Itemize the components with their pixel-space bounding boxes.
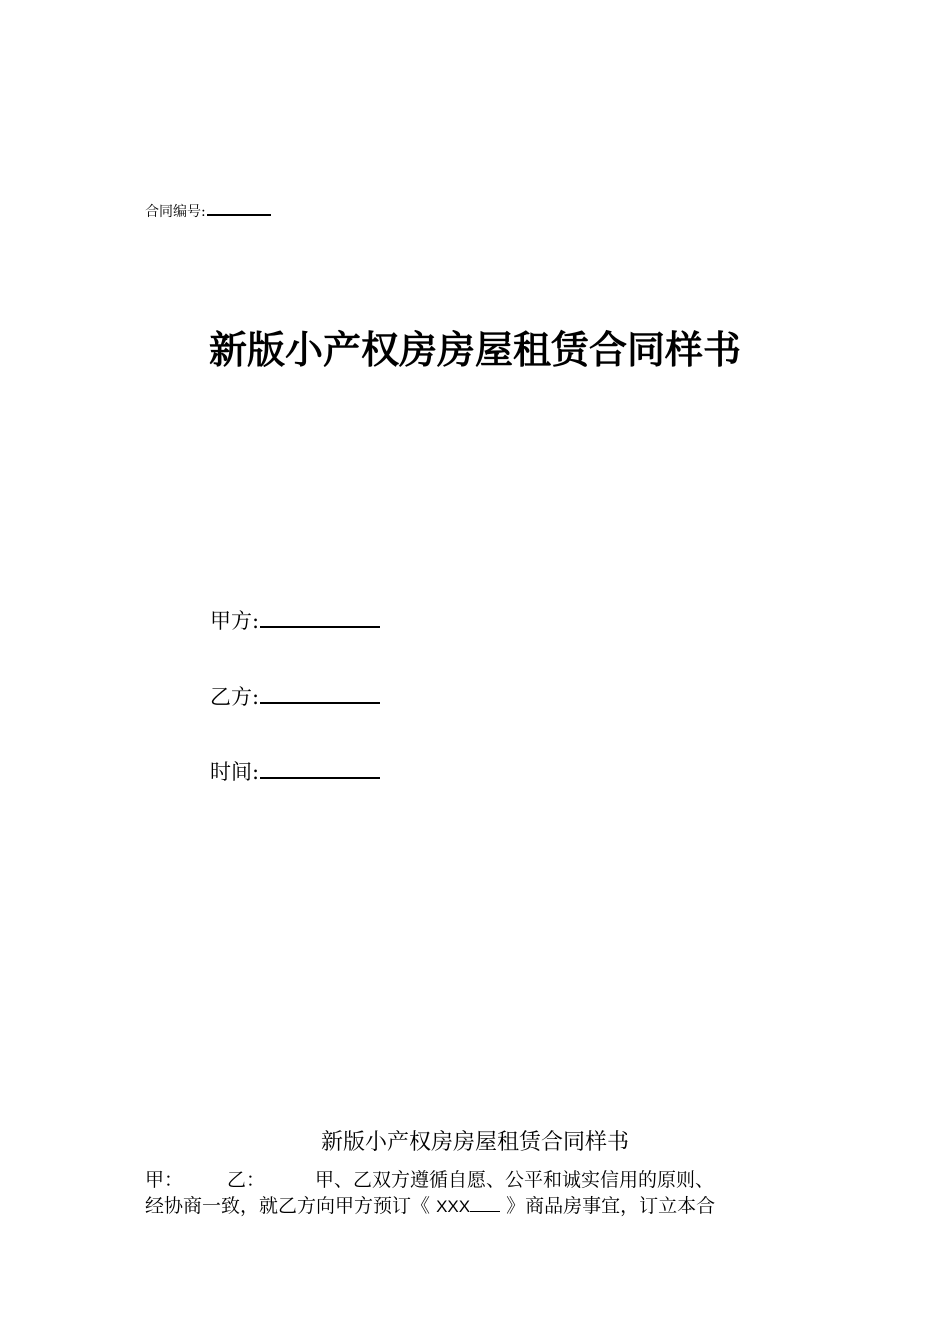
body-line-2	[145, 1193, 715, 1220]
project-code-blank	[470, 1195, 500, 1212]
body-line-1	[145, 1167, 714, 1193]
party-a-field	[210, 606, 380, 635]
line1-party-a: 甲：	[145, 1169, 184, 1191]
line1-party-b: 乙：	[227, 1169, 266, 1191]
line2-text-end: 》商品房事宜，订立本合	[506, 1195, 716, 1217]
party-a-blank	[260, 606, 380, 628]
project-code: XXX	[436, 1197, 471, 1216]
date-blank	[260, 757, 380, 779]
party-b-field	[210, 682, 380, 711]
contract-number	[145, 200, 271, 222]
line2-text-start: 经协商一致，就乙方向甲方预订《	[145, 1195, 431, 1217]
contract-number-label: 合同编号:	[145, 204, 206, 220]
line1-text: 甲、乙双方遵循自愿、公平和诚实信用的原则、	[315, 1169, 715, 1191]
party-b-blank	[260, 682, 380, 704]
body-subtitle: 新版小产权房房屋租赁合同样书	[320, 1130, 629, 1155]
date-field	[210, 757, 380, 786]
party-a-label: 甲方:	[210, 609, 260, 633]
date-label: 时间:	[210, 760, 260, 784]
contract-number-blank	[207, 200, 271, 216]
page-title: 新版小产权房房屋租赁合同样书	[208, 327, 741, 372]
party-b-label: 乙方:	[210, 685, 260, 709]
